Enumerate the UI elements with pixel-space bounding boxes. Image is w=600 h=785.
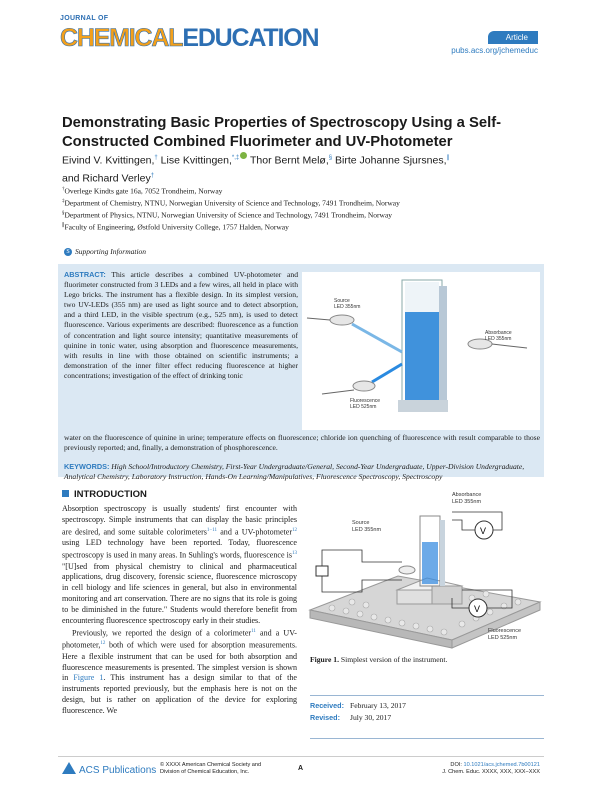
revised-date: July 30, 2017 [350,713,392,722]
caption-label: Figure 1. [310,655,339,664]
affiliation-1 [62,185,222,197]
fig1-label-absorbance: Absorbance [452,492,482,498]
article-type-badge: Article [488,31,538,44]
affiliation-text: Faculty of Engineering, Østfold University College, 1757 Halden, Norway [64,222,289,232]
figure-1-caption [310,655,447,664]
text-run: using LED technology have been reported. Today, fluorescence spectroscopy is used in many areas. In Suhling's words, fluorescence is [62,538,297,560]
toc-label-absorbance-2: LED 355nm [485,336,512,342]
text-run: Previously, we reported the design of a colorimeter [72,628,252,638]
affiliation-2 [62,197,400,209]
section-heading-introduction [62,489,147,500]
section-heading-text: INTRODUCTION [74,489,147,500]
author-3[interactable]: Thor Bernt Melø, [247,154,329,167]
page-number: A [298,765,304,772]
toc-graphic [302,272,540,430]
author-list [62,151,532,186]
revised-date-row [310,712,544,724]
keywords [64,462,540,482]
intro-paragraph-2 [62,627,297,717]
journal-logo-education: EDUCATION [182,24,319,52]
affiliation-symbol: ∥ [62,223,65,228]
text-run: . This instrument has a design similar to that of the instruments reported previously, but the emphasis here is not on the design, but is rather on application of the device for exploring fluorescence. We [62,673,297,715]
text-run: and a UV-photometer, [62,628,297,650]
keywords-text: High School/Introductory Chemistry, First-Year Undergraduate/General, Second-Year Undergraduate, Upper-Division Undergraduate, Analytical Chemistry, Laboratory Instruction, Hands-On Learning/Manipulatives, Fluorescence Spectroscopy, Spectroscopy [64,462,525,482]
intro-paragraph-1 [62,504,297,627]
received-date: February 13, 2017 [350,701,406,710]
author-5-sup: † [150,172,155,179]
supporting-info-icon: S [64,248,72,256]
abstract-continuation: water on the fluorescence of quinine in urine; temperature effects on fluorescence; chloride ion quenching of fluorescence with result comparable to those previously reported; and, finally, a demonstration of phosphorescence. [64,433,540,453]
toc-label-fluorescence-2: LED 525nm [350,404,377,410]
acs-publications-logo[interactable] [62,762,156,776]
revised-label: Revised: [310,713,340,722]
journal-logo-chemical: CHEMICAL [60,24,183,52]
citation-link[interactable]: 11 [251,628,256,634]
caption-text: Simplest version of the instrument. [338,655,448,664]
affiliation-symbol: § [62,211,65,216]
abstract [64,270,298,381]
fig1-label-fluorescence: Fluorescence [488,628,522,634]
doi-label: DOI: [450,762,464,768]
author-5[interactable]: and Richard Verley [62,172,151,184]
author-2[interactable]: Lise Kvittingen, [157,154,232,167]
affiliation-symbol: ‡ [62,199,65,204]
supporting-info-label: Supporting Information [75,247,147,256]
toc-label-fluorescence: Fluorescence [350,398,381,404]
toc-label-absorbance: Absorbance [485,330,512,336]
fig1-label-fluorescence-2: LED 525nm [488,635,518,641]
citation-link[interactable]: 12 [292,527,298,533]
affiliation-text: Department of Chemistry, NTNU, Norwegian University of Science and Technology, 7491 Trondheim, Norway [64,198,400,208]
citation-link[interactable]: 1−11 [206,527,218,533]
text-run: Absorption spectroscopy is usually students' first encounter with spectroscopy. Simple instruments that can display the basic principles are desired, and some suitable colorimeters [62,504,297,537]
copyright-line-1: © XXXX American Chemical Society and [160,762,262,768]
text-run: "[U]sed from physical chemistry to clinical and pharmaceutical applications, drug discovery, forensic science, fluorescence microscopy in cell biology and life sciences in general, but also in environmental monitoring and art conservation. There are no signs that its role is going to be diminished in the future." Students would therefore benefit from encountering fluorescence spectroscopy early in their studies. [62,561,297,625]
copyright-line-2: Division of Chemical Education, Inc. [160,769,250,775]
author-2-sup: *,‡ [231,155,240,161]
author-1[interactable]: Eivind V. Kvittingen, [62,154,155,167]
citation-link[interactable]: 13 [292,551,297,557]
citation-link[interactable]: 12 [100,641,106,647]
fig1-label-source-2: LED 355nm [352,527,382,533]
dates-divider [310,738,544,739]
journal-logo-small: JOURNAL OF [60,15,109,22]
copyright [160,762,261,776]
doi-link[interactable]: 10.1021/acs.jchemed.7b00121 [463,762,540,768]
received-date-row [310,700,544,712]
affiliation-symbol: † [62,187,65,192]
footer-divider [58,756,544,757]
paper-title: Demonstrating Basic Properties of Spectroscopy Using a Self-Constructed Combined Fluorimeter and UV-Photometer [62,115,502,150]
acs-triangle-icon [62,762,76,774]
abstract-text: This article describes a combined UV-photometer and fluorimeter constructed from 3 LEDs and a few wires, all held in place with Lego bricks. The instrument has a flexible design. In its simplest version, two UV-LEDs (355 nm) are used as light source and to detect absorption, and a third LED, in the visible spectrum (e.g., 525 nm), is used to detect fluorescence. Various experiments are described: fluorescence as a function of concentration and light source intensity; quantitative measurements of quinine in tonic water, using absorption and fluorescence measurements, with results in line with those obtained on scientific instruments; a demonstration of the inner filter effect reducing fluorescence at higher concentrations; investigation of the effect of drinking tonic [64,270,298,380]
voltmeter-v-icon: V [480,526,487,536]
intro-column [62,504,297,717]
affiliation-3 [62,209,392,221]
text-run: and a UV-photometer [217,527,293,537]
received-label: Received: [310,701,344,710]
fig1-label-source: Source [352,520,370,526]
journal-logo [60,15,319,81]
section-square-icon [62,490,69,497]
author-4-sup: ∥ [446,155,450,161]
fig1-label-absorbance-2: LED 355nm [452,499,482,505]
journal-url-link[interactable]: pubs.acs.org/jchemeduc [451,46,538,55]
abstract-label: ABSTRACT: [64,270,106,279]
citation-line: J. Chem. Educ. XXXX, XXX, XXX−XXX [442,769,540,775]
toc-label-source-2: LED 355nm [334,304,361,310]
figure-1 [302,490,544,650]
author-4[interactable]: Birte Johanne Sjursnes, [332,154,447,167]
doi-block [442,762,540,776]
keywords-label: KEYWORDS: [64,462,110,471]
article-dates [310,695,544,739]
supporting-information-link[interactable] [64,247,146,256]
author-1-sup: † [154,155,158,161]
publisher-name: ACS Publications [79,765,157,776]
toc-label-source: Source [334,298,350,304]
affiliation-4 [62,221,289,233]
affiliation-text: Overlege Kindts gate 16a, 7052 Trondheim, Norway [64,186,223,196]
voltmeter-v-icon: V [474,604,481,614]
affiliation-text: Department of Physics, NTNU, Norwegian University of Science and Technology, 7491 Trondheim, Norway [64,210,393,220]
author-3-sup: § [328,155,333,161]
figure-1-link[interactable]: Figure 1 [73,673,104,683]
text-run: both of which were used for absorption measurements. Here a flexible instrument that can be used for both absorption and fluorescence measurements is presented. The simplest version is shown in [62,640,297,683]
